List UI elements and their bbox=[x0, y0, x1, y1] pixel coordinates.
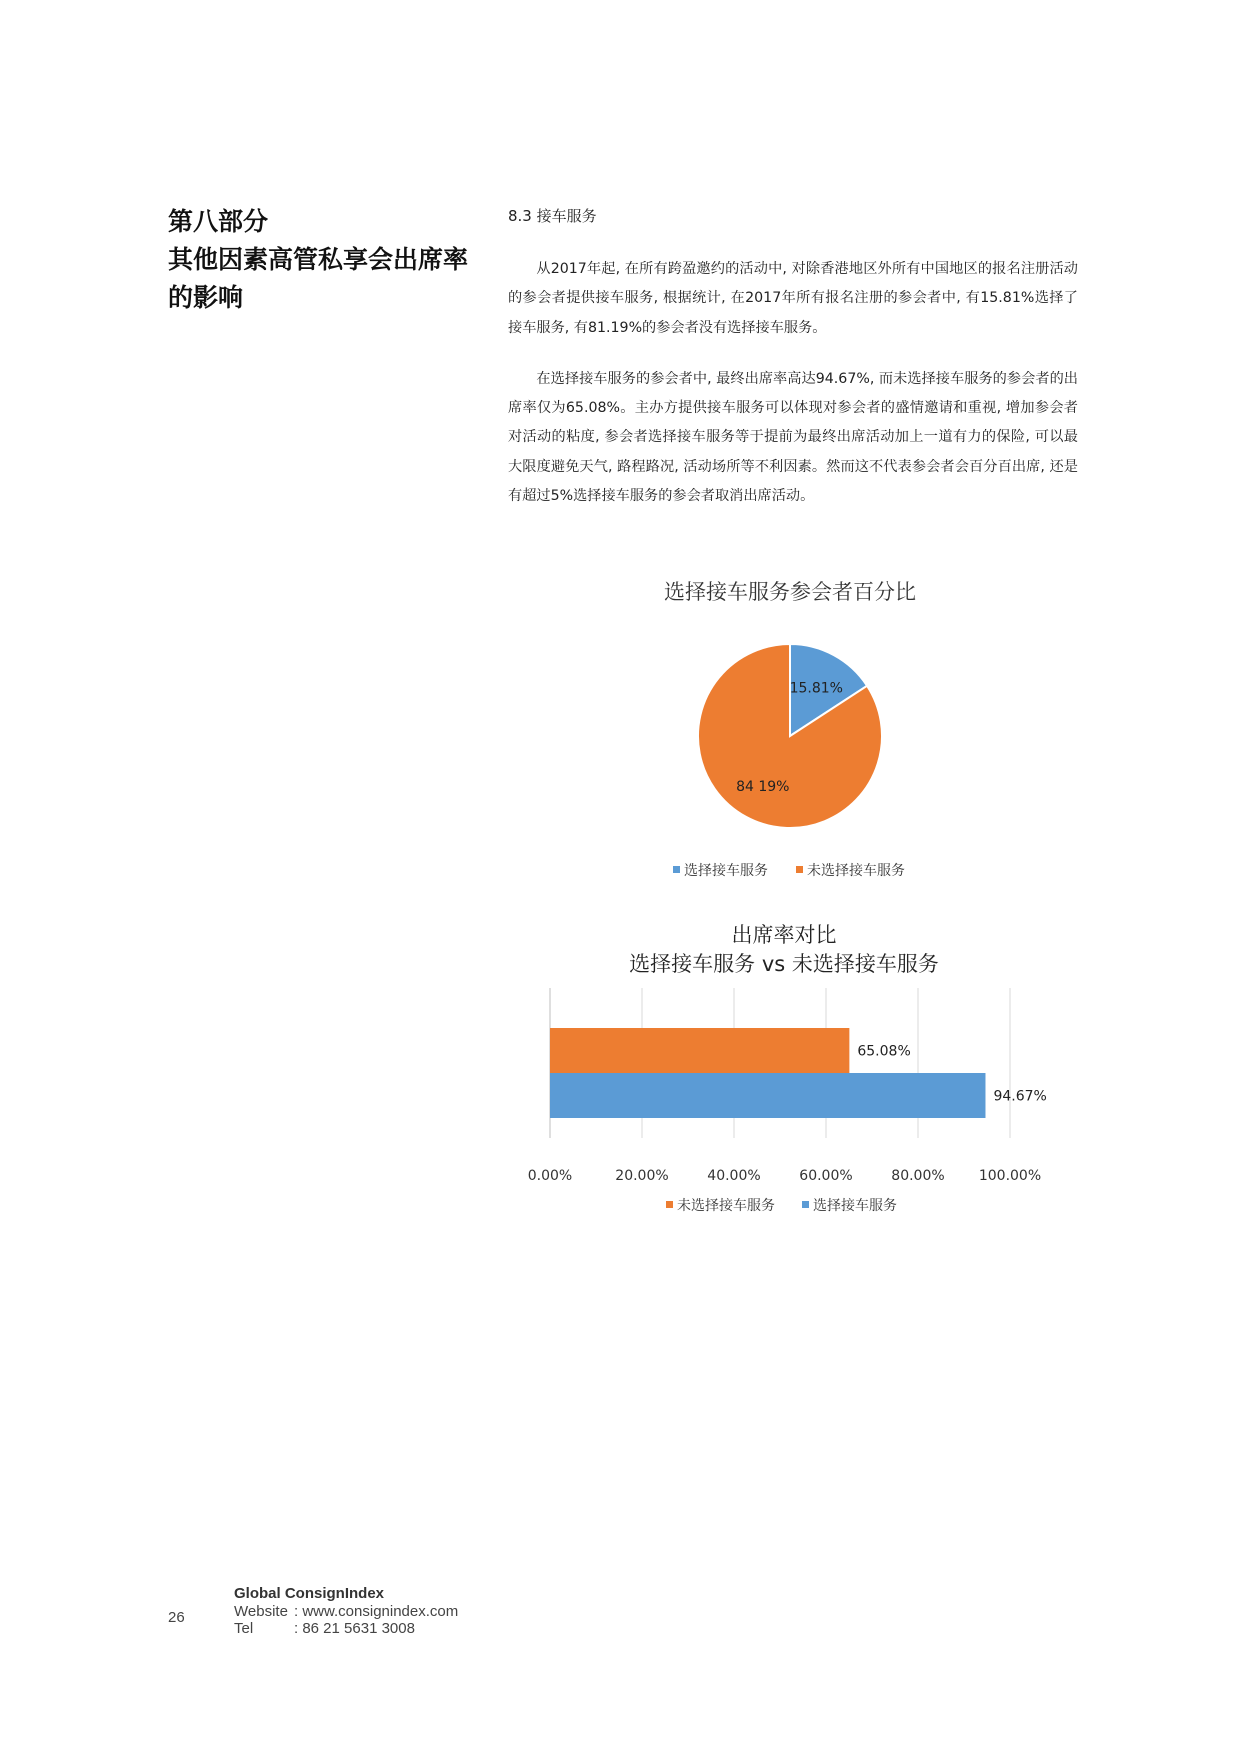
bar-data-label: 94.67% bbox=[993, 1088, 1047, 1105]
legend-label: 选择接车服务 bbox=[684, 863, 768, 879]
section-heading-line: 第八部分 bbox=[168, 207, 269, 236]
pie-data-label: 15.81% bbox=[789, 680, 843, 697]
footer-tel-label: Tel bbox=[234, 1620, 254, 1637]
legend-swatch bbox=[666, 1201, 673, 1208]
footer-website-label: Website bbox=[234, 1603, 288, 1620]
bar-chart-title-line: 选择接车服务 vs 未选择接车服务 bbox=[629, 952, 939, 976]
footer-tel-value: : 86 21 5631 3008 bbox=[294, 1620, 415, 1637]
footer-tel bbox=[234, 1620, 415, 1637]
x-tick-label: 100.00% bbox=[978, 1168, 1042, 1184]
footer-brand: Global ConsignIndex bbox=[234, 1585, 385, 1602]
page-footer bbox=[168, 1585, 568, 1645]
pie-chart-title: 选择接车服务参会者百分比 bbox=[664, 580, 916, 604]
x-tick-label: 0.00% bbox=[527, 1168, 573, 1184]
section-heading-line: 的影响 bbox=[168, 283, 244, 312]
footer-website bbox=[234, 1603, 458, 1620]
footer-website-value: : www.consignindex.com bbox=[294, 1603, 459, 1620]
legend-label: 未选择接车服务 bbox=[807, 863, 905, 879]
legend-swatch bbox=[802, 1201, 809, 1208]
body-paragraph: 在选择接车服务的参会者中, 最终出席率高达94.67%, 而未选择接车服务的参会者的出席率仅为65.08%。主办方提供接车服务可以体现对参会者的盛情邀请和重视, 增加参会者对活动的粘度, 参会者选择接车服务等于提前为最终出席活动加上一道有力的保险, 可以最大限度避免天气, 路程路况, 活动场所等不利因素。然而这不代表参会者会百分百出席, 还是有超过5%选择接车服务的参会者取消出席活动。 bbox=[508, 370, 1078, 505]
x-tick-label: 80.00% bbox=[891, 1168, 945, 1184]
x-tick-label: 40.00% bbox=[707, 1168, 761, 1184]
pie-chart bbox=[620, 575, 960, 895]
content-column bbox=[508, 205, 1078, 511]
legend-swatch bbox=[796, 866, 803, 873]
section-heading bbox=[168, 203, 488, 317]
bar bbox=[550, 1028, 849, 1073]
body-paragraph: 从2017年起, 在所有跨盈邀约的活动中, 对除香港地区外所有中国地区的报名注册活动的参会者提供接车服务, 根据统计, 在2017年所有报名注册的参会者中, 有15.81%选择了接车服务, 有81.19%的参会者没有选择接车服务。 bbox=[508, 261, 1078, 336]
bar-chart bbox=[520, 918, 1080, 1238]
pie-data-label: 84 19% bbox=[736, 779, 790, 796]
page-number: 26 bbox=[168, 1609, 185, 1626]
bar-chart-title-line: 出席率对比 bbox=[731, 923, 837, 947]
x-tick-label: 60.00% bbox=[799, 1168, 853, 1184]
x-tick-label: 20.00% bbox=[615, 1168, 669, 1184]
bar bbox=[550, 1073, 985, 1118]
legend-swatch bbox=[673, 866, 680, 873]
legend-label: 选择接车服务 bbox=[813, 1198, 897, 1214]
legend-label: 未选择接车服务 bbox=[677, 1198, 775, 1214]
bar-data-label: 65.08% bbox=[857, 1043, 911, 1060]
subsection-title: 8.3 接车服务 bbox=[508, 207, 597, 225]
section-heading-line: 其他因素高管私享会出席率 bbox=[168, 245, 469, 274]
